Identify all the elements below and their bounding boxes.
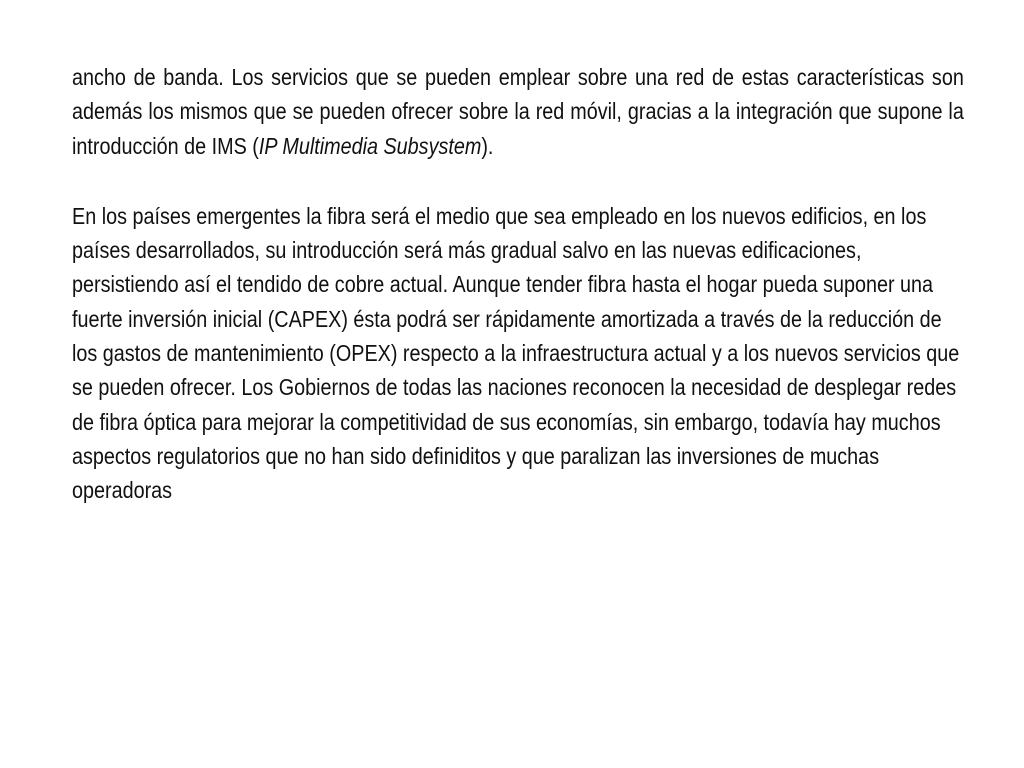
paragraph-1-text-b: ). [481,132,494,159]
paragraph-2 [72,199,964,508]
body-text [72,60,964,508]
paragraph-2-text: En los países emergentes la fibra será el medio que sea empleado en los nuevos edificios, en los países desarrollados, su introducción será más gradual salvo en las nuevas edificaciones, persistiendo así el tendido de cobre actual. Aunque tender fibra hasta el hogar pueda suponer una fuerte inversión inicial (CAPEX) ésta podrá ser rápidamente amortizada a través de la reducción de los gastos de mantenimiento (OPEX) respecto a la infraestructura actual y a los nuevos servicios que se pueden ofrecer. Los Gobiernos de todas las naciones reconocen la necesidad de desplegar redes de fibra óptica para mejorar la competitividad de sus economías, sin embargo, todavía hay muchos aspectos regulatorios que no han sido definiditos y que paralizan las inversiones de muchas operadoras [72,202,960,504]
paragraph-1 [72,60,964,163]
paragraph-1-italic-term: IP Multimedia Subsystem [258,132,482,159]
paragraph-1-text-a: ancho de banda. Los servicios que se pueden emplear sobre una red de estas características son además los mismos que se pueden ofrecer sobre la red móvil, gracias a la integración que supone la introducción de IMS ( [72,64,964,159]
